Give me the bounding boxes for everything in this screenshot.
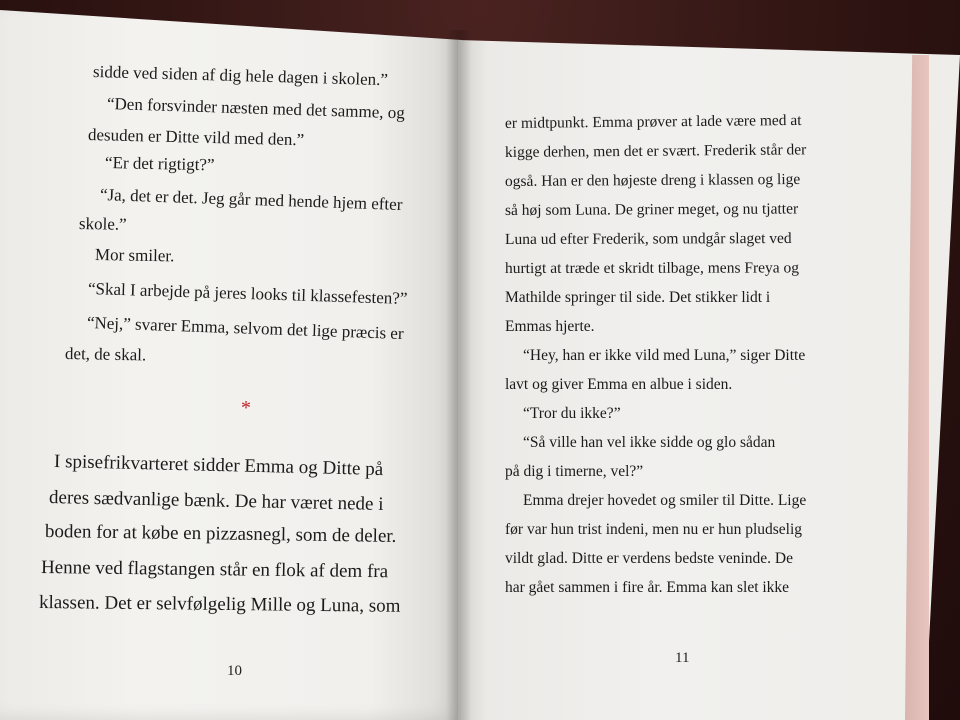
left-line: desuden er Ditte vild med den.” <box>87 125 305 150</box>
right-line: på dig i timerne, vel?” <box>505 463 644 480</box>
right-line: Emmas hjerte. <box>505 318 595 335</box>
right-line: vildt glad. Ditte er verdens bedste veninde. De <box>505 550 793 567</box>
left-line: deres sædvanlige bænk. De har været nede i <box>48 487 384 516</box>
right-line: kigge derhen, men det er svært. Frederik står der <box>504 141 807 161</box>
left-line: sidde ved siden af dig hele dagen i skolen.” <box>92 62 389 90</box>
right-line: har gået sammen i fire år. Emma kan slet ikke <box>505 579 790 596</box>
right-line: hurtigt at træde et skridt tilbage, mens Freya og <box>504 259 800 277</box>
left-line: det, de skal. <box>64 344 147 365</box>
left-line: Mor smiler. <box>94 245 175 266</box>
left-line: klassen. Det er selvfølgelig Mille og Luna, som <box>38 592 401 617</box>
left-line: “Nej,” svarer Emma, selvom det lige præcis er <box>86 313 404 344</box>
left-line: “Er det rigtigt?” <box>104 153 215 175</box>
page-number-left: 10 <box>227 663 242 679</box>
right-line: “Hey, han er ikke vild med Luna,” siger Ditte <box>523 347 806 364</box>
right-line: før var hun trist indeni, men nu er hun pludselig <box>505 521 803 538</box>
separator-asterisk: * <box>241 397 251 419</box>
left-line: skole.” <box>78 214 127 234</box>
right-line: lavt og giver Emma en albue i siden. <box>505 376 733 393</box>
left-line: I spisefrikvarteret sidder Emma og Ditte på <box>53 451 384 481</box>
left-line: Henne ved flagstangen står en flok af dem fra <box>40 557 389 583</box>
book-gutter <box>446 30 472 720</box>
right-line: Emma drejer hovedet og smiler til Ditte. Lige <box>523 492 807 509</box>
left-line: “Den forsvinder næsten med det samme, og <box>106 94 406 123</box>
right-line: så høj som Luna. De griner meget, og nu tjatter <box>504 200 799 219</box>
right-line: Mathilde springer til side. Det stikker lidt i <box>505 289 771 306</box>
right-line: er midtpunkt. Emma prøver at lade være med at <box>504 111 802 132</box>
left-line: boden for at købe en pizzasnegl, som de deler. <box>44 521 397 547</box>
right-line: “Så ville han vel ikke sidde og glo sådan <box>523 434 776 451</box>
page-number-right: 11 <box>675 650 690 666</box>
left-line: “Ja, det er det. Jeg går med hende hjem efter <box>99 185 403 215</box>
left-line: “Skal I arbejde på jeres looks til klassefesten?” <box>87 279 408 309</box>
right-line: “Tror du ikke?” <box>523 405 621 422</box>
right-line: Luna ud efter Frederik, som undgår slaget ved <box>504 229 792 248</box>
right-line: også. Han er den højeste dreng i klassen og lige <box>504 170 801 190</box>
